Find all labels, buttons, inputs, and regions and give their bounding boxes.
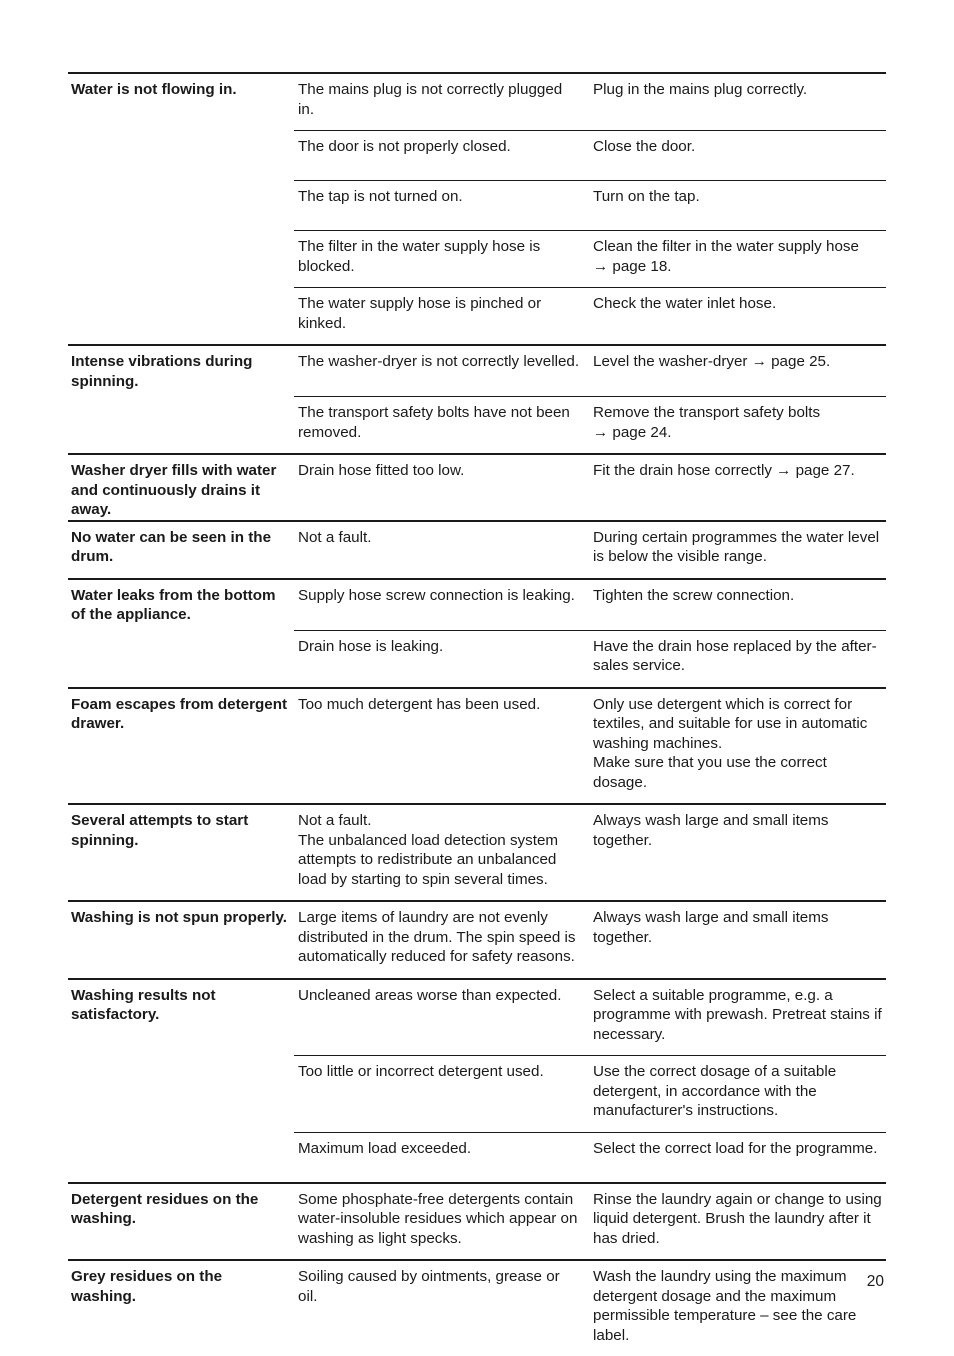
cause-remedy-row	[294, 1055, 886, 1132]
remedy-text: Remove the transport safety bolts → page 24.	[593, 404, 821, 441]
cause-remedy-list	[294, 455, 886, 520]
cause-text: Maximum load exceeded.	[298, 1139, 472, 1157]
cause-remedy-row	[294, 980, 886, 1056]
cause-remedy-list	[294, 689, 886, 804]
cause-remedy-list	[294, 1184, 886, 1260]
cause-remedy-row	[294, 1132, 886, 1182]
cause-text: The water supply hose is pinched or kinked.	[298, 295, 542, 332]
cause-remedy-row	[294, 902, 886, 978]
fault-group	[68, 344, 886, 453]
remedy-text: Fit the drain hose correctly → page 27.	[593, 462, 855, 479]
fault-description: Water is not flowing in.	[71, 81, 237, 98]
cause-remedy-row	[294, 180, 886, 230]
fault-description: Foam escapes from detergent drawer.	[71, 695, 288, 732]
cause-text: Drain hose fitted too low.	[298, 462, 465, 479]
remedy-text: During certain programmes the water level is below the visible range.	[593, 528, 880, 565]
cause-text: The washer-dryer is not correctly levelled.	[298, 353, 580, 370]
fault-group	[68, 520, 886, 578]
cause-text: Supply hose screw connection is leaking.	[298, 586, 575, 604]
fault-description: Intense vibrations during spinning.	[71, 353, 253, 390]
cause-text: Large items of laundry are not evenly distributed in the drum. The spin speed is automatically reduced for safety reasons.	[298, 909, 576, 965]
cause-remedy-row	[294, 455, 886, 505]
cause-text: The transport safety bolts have not been removed.	[298, 404, 570, 441]
remedy-text: Check the water inlet hose.	[593, 295, 777, 312]
fault-group	[68, 978, 886, 1182]
cause-remedy-row	[294, 1261, 886, 1356]
remedy-text: Wash the laundry using the maximum detergent dosage and the maximum permissible temperature – see the care label.	[593, 1268, 857, 1344]
cause-text: Drain hose is leaking.	[298, 637, 444, 655]
cause-text: Some phosphate-free detergents contain water-insoluble residues which appear on washing as light specks.	[298, 1190, 578, 1247]
cause-text: The mains plug is not correctly plugged in.	[298, 81, 563, 118]
cause-remedy-list	[294, 902, 886, 978]
remedy-text: Tighten the screw connection.	[593, 586, 795, 604]
remedy-text: Always wash large and small items together.	[593, 812, 829, 849]
remedy-text: Select the correct load for the programme.	[593, 1139, 878, 1157]
fault-description: Washer dryer fills with water and continuously drains it away.	[71, 462, 277, 518]
cause-remedy-row	[294, 130, 886, 180]
cause-text: Not a fault.	[298, 528, 372, 546]
cause-text: Uncleaned areas worse than expected.	[298, 986, 562, 1004]
remedy-text: Rinse the laundry again or change to using liquid detergent. Brush the laundry after it has dried.	[593, 1190, 882, 1247]
fault-description: Several attempts to start spinning.	[71, 812, 249, 849]
fault-description: Washing is not spun properly.	[71, 909, 288, 926]
cause-remedy-list	[294, 980, 886, 1182]
cause-remedy-list	[294, 580, 886, 687]
cause-remedy-list	[294, 1261, 886, 1356]
cause-remedy-list	[294, 74, 886, 344]
remedy-text: Have the drain hose replaced by the after-sales service.	[593, 637, 877, 674]
cause-remedy-row	[294, 689, 886, 804]
cause-remedy-row	[294, 74, 886, 130]
fault-description: Washing results not satisfactory.	[71, 986, 216, 1023]
remedy-text: Plug in the mains plug correctly.	[593, 81, 808, 98]
troubleshooting-table	[68, 72, 886, 1356]
cause-remedy-row	[294, 522, 886, 578]
cause-remedy-list	[294, 522, 886, 578]
cause-remedy-row	[294, 396, 886, 453]
fault-group	[68, 578, 886, 687]
cause-text: Soiling caused by ointments, grease or oil.	[298, 1268, 560, 1305]
cause-remedy-row	[294, 230, 886, 287]
fault-group	[68, 1259, 886, 1356]
fault-description: Grey residues on the washing.	[71, 1268, 223, 1305]
remedy-text: Clean the filter in the water supply hose → page 18.	[593, 238, 859, 275]
fault-group	[68, 900, 886, 978]
page-number: 20	[866, 1273, 884, 1290]
cause-remedy-row	[294, 1184, 886, 1260]
fault-group	[68, 803, 886, 900]
fault-description: Detergent residues on the washing.	[71, 1190, 259, 1227]
fault-description: Water leaks from the bottom of the appliance.	[71, 586, 276, 623]
remedy-text: Always wash large and small items together.	[593, 909, 829, 946]
fault-description: No water can be seen in the drum.	[71, 528, 272, 565]
remedy-text: Use the correct dosage of a suitable detergent, in accordance with the manufacturer's instructions.	[593, 1063, 837, 1119]
cause-remedy-row	[294, 580, 886, 630]
remedy-text: Turn on the tap.	[593, 188, 700, 205]
cause-text: The door is not properly closed.	[298, 138, 511, 155]
fault-group	[68, 453, 886, 520]
cause-text: Too little or incorrect detergent used.	[298, 1063, 544, 1080]
cause-remedy-row	[294, 346, 886, 396]
remedy-text: Select a suitable programme, e.g. a programme with prewash. Pretreat stains if necessary.	[593, 986, 882, 1043]
remedy-text: Level the washer-dryer → page 25.	[593, 353, 831, 370]
cause-text: The filter in the water supply hose is blocked.	[298, 238, 541, 275]
cause-remedy-list	[294, 346, 886, 453]
fault-group	[68, 687, 886, 804]
cause-text: The tap is not turned on.	[298, 188, 463, 205]
cause-text: Too much detergent has been used.	[298, 695, 541, 713]
cause-remedy-list	[294, 805, 886, 900]
fault-group	[68, 72, 886, 344]
cause-remedy-row	[294, 630, 886, 687]
cause-remedy-row	[294, 805, 886, 900]
fault-group	[68, 1182, 886, 1260]
cause-text: Not a fault. The unbalanced load detection system attempts to redistribute an unbalanced load by starting to spin several times.	[298, 812, 559, 888]
cause-remedy-row	[294, 287, 886, 344]
remedy-text: Only use detergent which is correct for textiles, and suitable for use in automatic washing machines. Make sure that you use the correct dosage.	[593, 695, 868, 791]
remedy-text: Close the door.	[593, 138, 696, 155]
